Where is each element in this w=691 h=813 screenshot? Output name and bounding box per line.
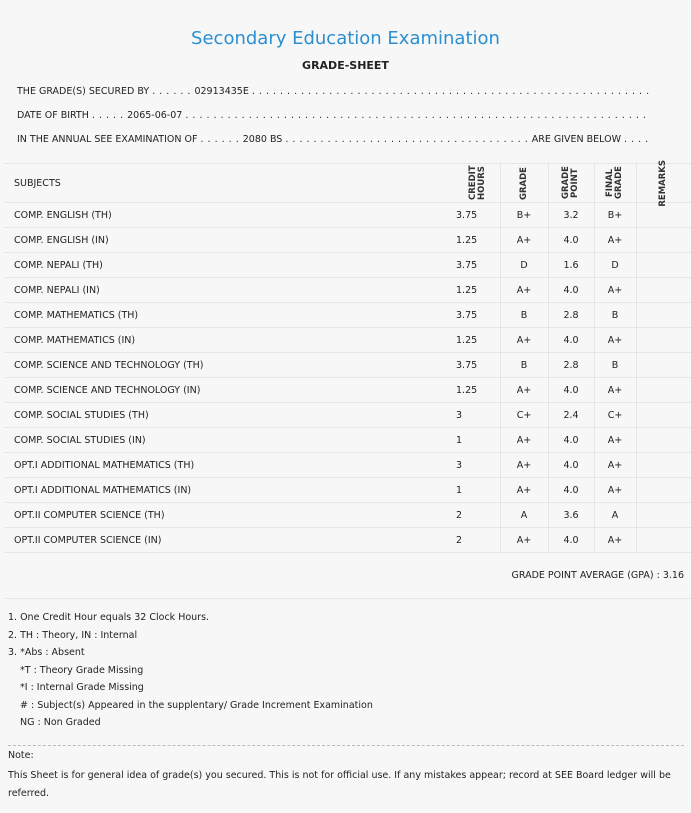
dob-label: DATE OF BIRTH [17,110,89,121]
column-divider [548,164,549,202]
column-divider [548,403,549,427]
column-divider [500,353,501,377]
remarks-cell [636,278,691,302]
column-divider [594,328,595,352]
grade-point-cell: 4.0 [563,534,579,546]
column-divider [500,228,501,252]
legend-list [8,609,373,732]
column-divider [500,428,501,452]
column-divider [500,503,501,527]
subject-cell: COMP. SOCIAL STUDIES (IN) [14,434,146,446]
column-divider [548,328,549,352]
column-divider [594,428,595,452]
grade-point-cell: 4.0 [563,484,579,496]
final-grade-cell: A+ [607,459,623,471]
page-title: Secondary Education Examination [191,28,500,49]
column-divider [548,203,549,227]
table-row [4,453,691,478]
column-divider [594,378,595,402]
remarks-cell [636,378,691,402]
final-grade-cell: C+ [607,409,623,421]
final-grade-cell: A+ [607,234,623,246]
column-divider [594,228,595,252]
legend-item: # : Subject(s) Appeared in the supplentary/ Grade Increment Examination [20,699,373,711]
column-divider [636,353,637,377]
credit-hours-cell: 1 [456,484,463,496]
column-divider [548,378,549,402]
final-grade-cell: A [611,509,619,521]
final-grade-cell: B [611,359,619,371]
grade-cell: A+ [516,434,532,446]
table-row [4,428,691,453]
column-divider [548,478,549,502]
note-text: This Sheet is for general idea of grade(s) you secured. This is not for official use. If any mistakes appear; record at SEE Board ledger will be referred. [8,770,671,799]
column-divider [636,253,637,277]
final-grade-cell: B+ [607,209,623,221]
column-divider [636,328,637,352]
column-divider [500,528,501,552]
final-grade-cell: A+ [607,384,623,396]
remarks-cell [636,228,691,252]
table-row [4,278,691,303]
remarks-cell [636,328,691,352]
subject-cell: COMP. NEPALI (IN) [14,284,100,296]
grade-point-cell: 4.0 [563,334,579,346]
credit-hours-cell: 3.75 [456,259,478,271]
table-row [4,528,691,553]
dot-leader: . . . . . . [152,86,195,97]
gpa-label: GRADE POINT AVERAGE (GPA) : [511,570,660,581]
column-divider [500,164,501,202]
grade-cell: A+ [516,334,532,346]
grade-point-cell: 4.0 [563,384,579,396]
grade-cell: A+ [516,484,532,496]
dob-value: 2065-06-07 [127,110,183,121]
table-row [4,378,691,403]
dot-leader: . . . . [624,134,649,145]
final-grade-cell: A+ [607,434,623,446]
grade-point-cell: 2.4 [563,409,579,421]
column-divider [548,528,549,552]
grade-cell: B [520,359,528,371]
header-remarks: REMARKS [658,159,668,207]
table-header-row [4,159,691,207]
remarks-cell [636,353,691,377]
remarks-cell [636,503,691,527]
legend-item: *I : Internal Grade Missing [20,682,144,693]
column-divider [548,453,549,477]
grade-cell: B+ [516,209,532,221]
column-divider [548,303,549,327]
table-row [4,353,691,378]
column-divider [594,253,595,277]
column-divider [548,278,549,302]
grade-cell: B [520,309,528,321]
dot-leader: . . . . . . . . . . . . . . . . . . . . . . . . . . . . . . . . . . . [285,134,532,145]
column-divider [548,353,549,377]
credit-hours-cell: 2 [456,509,463,521]
column-divider [636,278,637,302]
legend-item: 2. TH : Theory, IN : Internal [8,629,138,641]
header-grade: GRADE [518,166,529,200]
grade-point-cell: 4.0 [563,459,579,471]
column-divider [500,478,501,502]
remarks-cell [636,303,691,327]
column-divider [594,403,595,427]
secured-by-label: THE GRADE(S) SECURED BY [17,86,150,97]
column-divider [548,228,549,252]
exam-line [17,134,649,145]
column-divider [636,528,637,552]
column-divider [594,164,595,202]
column-divider [500,253,501,277]
column-divider [636,164,637,202]
remarks-cell [636,203,691,227]
grade-point-cell: 4.0 [563,234,579,246]
final-grade-cell: A+ [607,534,623,546]
gpa-line [512,570,684,581]
header-final-grade: FINAL GRADE [605,166,624,200]
subject-cell: COMP. ENGLISH (IN) [14,234,109,246]
column-divider [548,253,549,277]
column-divider [594,278,595,302]
header-subjects: SUBJECTS [14,177,61,189]
grade-cell: A+ [516,284,532,296]
column-divider [636,453,637,477]
column-divider [500,403,501,427]
secured-by-value: 02913435E [194,86,249,97]
final-grade-cell: A+ [607,334,623,346]
column-divider [548,428,549,452]
grade-cell: D [520,259,528,271]
credit-hours-cell: 1.25 [456,284,478,296]
table-row [4,478,691,503]
dot-leader: . . . . . . . . . . . . . . . . . . . . . . . . . . . . . . . . . . . . . . . . . . . . . . . . . . . . . . . . . [251,86,650,97]
subject-cell: OPT.II COMPUTER SCIENCE (TH) [14,509,165,521]
credit-hours-cell: 1.25 [456,334,478,346]
exam-suffix: ARE GIVEN BELOW [531,134,622,145]
grade-point-cell: 3.6 [563,509,579,521]
credit-hours-cell: 3.75 [456,359,478,371]
secured-by-line [17,86,650,97]
table-row [4,328,691,353]
table-row [4,503,691,528]
final-grade-cell: A+ [607,484,623,496]
subject-cell: COMP. SCIENCE AND TECHNOLOGY (TH) [14,359,204,371]
grade-point-cell: 1.6 [563,259,579,271]
subject-cell: OPT.I ADDITIONAL MATHEMATICS (IN) [14,484,192,496]
subject-cell: COMP. NEPALI (TH) [14,259,103,271]
grade-cell: A+ [516,459,532,471]
column-divider [500,378,501,402]
dot-leader: . . . . . . . . . . . . . . . . . . . . . . . . . . . . . . . . . . . . . . . . . . . . . . . . . . . . . . . . . . . . . . . . . . [185,110,647,121]
subject-cell: COMP. SCIENCE AND TECHNOLOGY (IN) [14,384,201,396]
final-grade-cell: D [611,259,619,271]
legend-item: *T : Theory Grade Missing [20,664,144,676]
column-divider [636,428,637,452]
column-divider [500,453,501,477]
subject-cell: COMP. MATHEMATICS (IN) [14,334,136,346]
column-divider [500,303,501,327]
column-divider [548,503,549,527]
table-row [4,228,691,253]
grade-cell: A+ [516,234,532,246]
credit-hours-cell: 3.75 [456,209,478,221]
column-divider [594,303,595,327]
column-divider [500,203,501,227]
column-divider [636,378,637,402]
subject-cell: OPT.I ADDITIONAL MATHEMATICS (TH) [14,459,195,471]
grade-cell: A [520,509,528,521]
column-divider [636,503,637,527]
remarks-cell [636,453,691,477]
final-grade-cell: A+ [607,284,623,296]
legend-item: 3. *Abs : Absent [8,647,85,658]
table-row [4,303,691,328]
dot-leader: . . . . . [91,110,128,121]
column-divider [594,503,595,527]
grade-point-cell: 2.8 [563,309,579,321]
column-divider [594,478,595,502]
column-divider [594,353,595,377]
header-credit-hours: CREDIT HOURS [468,165,487,201]
note-separator [8,745,684,746]
table-body [4,203,691,553]
grade-point-cell: 4.0 [563,434,579,446]
note-label: Note: [8,750,34,761]
legend-item: 1. One Credit Hour equals 32 Clock Hours. [8,612,210,623]
credit-hours-cell: 1 [456,434,463,446]
credit-hours-cell: 3.75 [456,309,478,321]
column-divider [636,203,637,227]
column-divider [500,278,501,302]
gpa-value: 3.16 [662,570,684,581]
final-grade-cell: B [611,309,619,321]
column-divider [636,478,637,502]
remarks-cell [636,428,691,452]
column-divider [636,228,637,252]
column-divider [500,328,501,352]
table-row [4,203,691,228]
grade-cell: A+ [516,534,532,546]
credit-hours-cell: 1.25 [456,234,478,246]
credit-hours-cell: 3 [456,459,463,471]
subject-cell: OPT.II COMPUTER SCIENCE (IN) [14,534,162,546]
subject-cell: COMP. ENGLISH (TH) [14,209,112,221]
table-row [4,253,691,278]
column-divider [594,528,595,552]
grades-table [4,159,691,553]
legend-item: NG : Non Graded [20,717,101,728]
grade-point-cell: 4.0 [563,284,579,296]
column-divider [636,303,637,327]
page-subtitle: GRADE-SHEET [302,59,389,72]
exam-label: IN THE ANNUAL SEE EXAMINATION OF [17,134,198,145]
remarks-cell [636,478,691,502]
grade-cell: A+ [516,384,532,396]
column-divider [636,403,637,427]
dob-line [17,110,646,121]
remarks-cell [636,253,691,277]
subject-cell: COMP. SOCIAL STUDIES (TH) [14,409,149,421]
credit-hours-cell: 3 [456,409,463,421]
exam-value: 2080 BS [242,134,283,145]
table-row [4,403,691,428]
credit-hours-cell: 1.25 [456,384,478,396]
remarks-cell [636,403,691,427]
column-divider [594,453,595,477]
subject-cell: COMP. MATHEMATICS (TH) [14,309,139,321]
column-divider [594,203,595,227]
header-grade-point: GRADE POINT [561,166,580,200]
remarks-cell [636,528,691,552]
grade-cell: C+ [516,409,532,421]
grade-point-cell: 2.8 [563,359,579,371]
grade-point-cell: 3.2 [563,209,579,221]
credit-hours-cell: 2 [456,534,463,546]
dot-leader: . . . . . . [200,134,243,145]
